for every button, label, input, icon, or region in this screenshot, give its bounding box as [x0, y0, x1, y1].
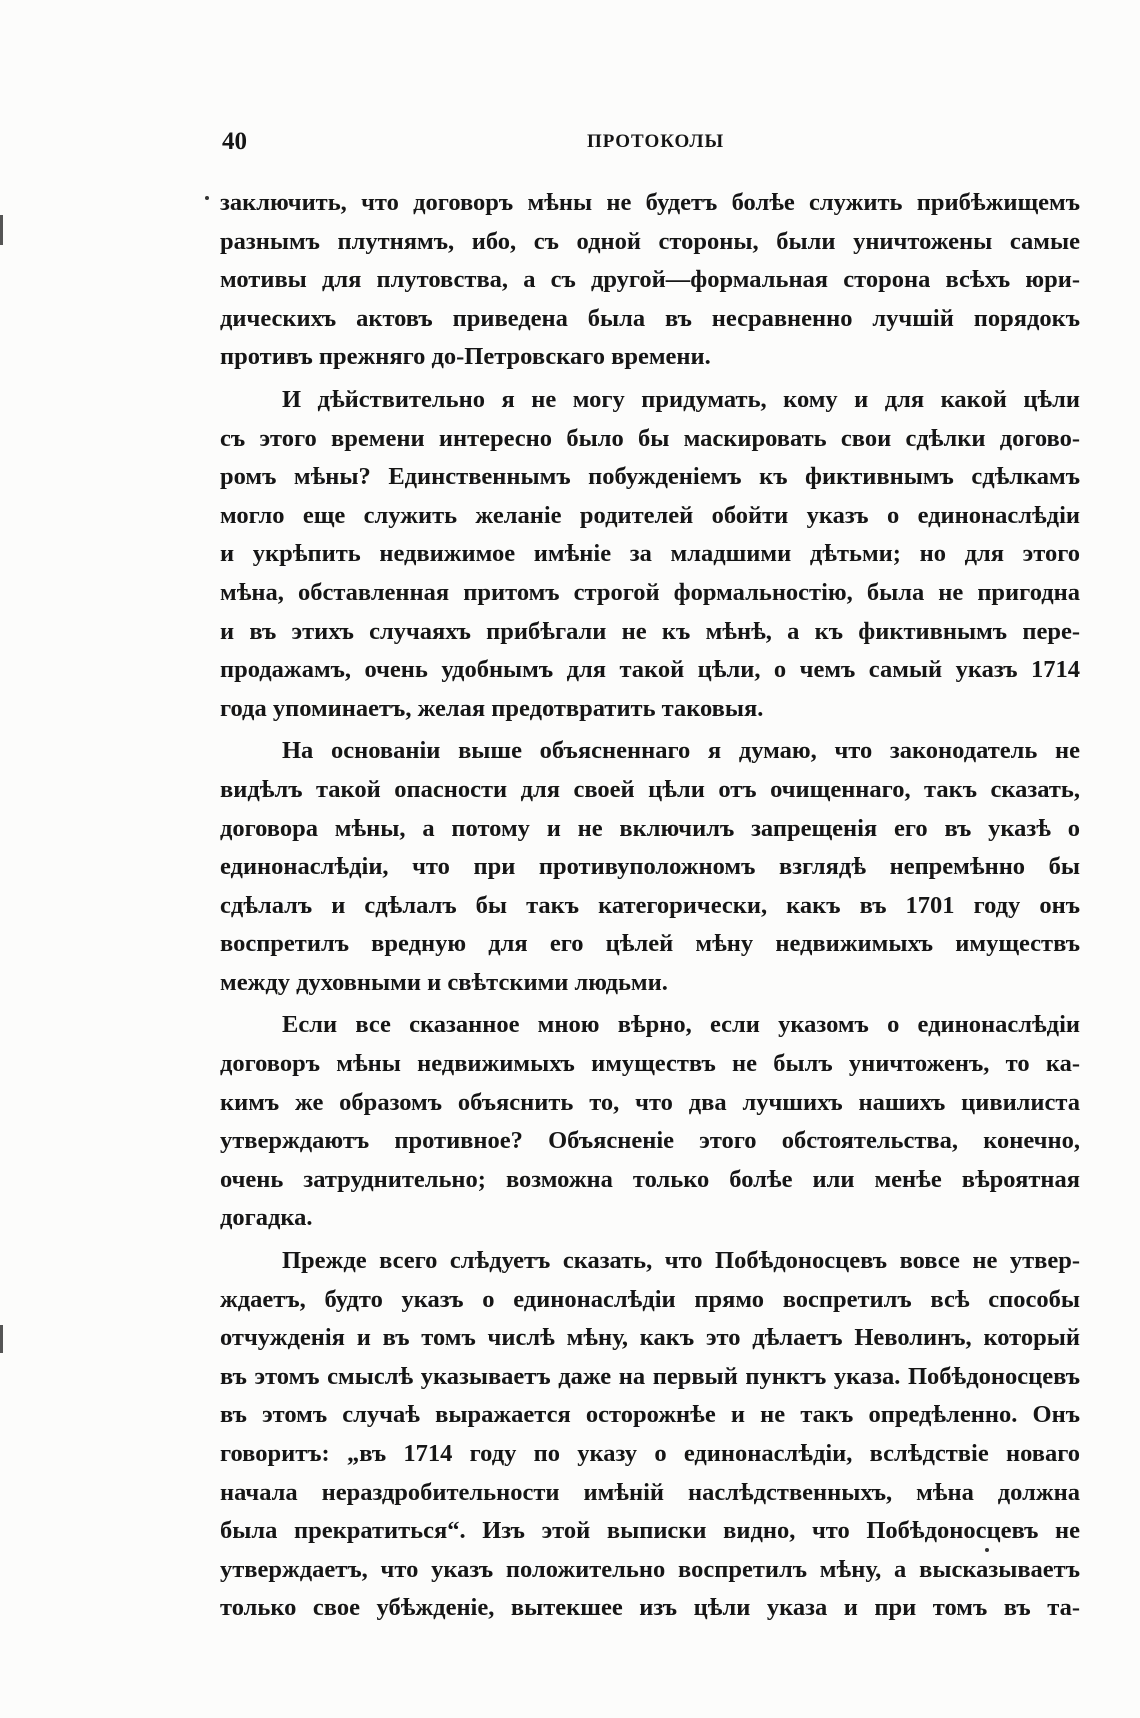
text-line: была прекратиться“. Изъ этой выписки видно, что Побѣдоносцевъ не	[220, 1517, 1080, 1545]
page-header	[222, 128, 1080, 164]
text-line: Если все сказанное мною вѣрно, если указомъ о единонаслѣдіи	[282, 1011, 1080, 1039]
page-body	[220, 184, 1080, 1628]
text-line: единонаслѣдіи, что при противуположномъ взглядѣ непремѣнно бы	[220, 853, 1080, 881]
text-line: отчужденія и въ томъ числѣ мѣну, какъ это дѣлаетъ Неволинъ, который	[220, 1324, 1080, 1352]
text-line: года упоминаетъ, желая предотвратить таковыя.	[220, 694, 764, 722]
text-line: продажамъ, очень удобнымъ для такой цѣли, о чемъ самый указъ 1714	[220, 656, 1080, 684]
text-line: и въ этихъ случаяхъ прибѣгали не къ мѣнѣ, а къ фиктивнымъ пере-	[220, 617, 1080, 645]
text-line: между духовными и свѣтскими людьми.	[220, 968, 668, 996]
text-line: могло еще служить желаніе родителей обойти указъ о единонаслѣдіи	[220, 501, 1080, 529]
text-line: договоръ мѣны недвижимыхъ имуществъ не былъ уничтоженъ, то ка-	[220, 1050, 1080, 1078]
text-line: начала нераздробительности имѣній наслѣдственныхъ, мѣна должна	[220, 1478, 1080, 1506]
paragraph	[220, 381, 1080, 728]
text-line: И дѣйствительно я не могу придумать, кому и для какой цѣли	[282, 385, 1080, 413]
text-line: мотивы для плутовства, а съ другой—формальная сторона всѣхъ юри-	[220, 266, 1080, 294]
scan-edge-mark	[0, 215, 3, 245]
text-line: съ этого времени интересно было бы маскировать свои сдѣлки догово-	[220, 424, 1080, 452]
text-line: заключить, что договоръ мѣны не будетъ болѣе служить прибѣжищемъ	[220, 189, 1080, 216]
text-line: сдѣлалъ и сдѣлалъ бы такъ категорически, какъ въ 1701 году онъ	[220, 891, 1080, 919]
text-line: видѣлъ такой опасности для своей цѣли отъ очищеннаго, такъ сказать,	[220, 775, 1080, 803]
text-line: воспретилъ вредную для его цѣлей мѣну недвижимыхъ имуществъ	[220, 930, 1080, 958]
text-line: говоритъ: „въ 1714 году по указу о единонаслѣдіи, вслѣдствіе новаго	[220, 1440, 1080, 1467]
text-line: мѣна, обставленная притомъ строгой формальностію, была не пригодна	[220, 578, 1080, 606]
text-line: только свое убѣжденіе, вытекшее изъ цѣли указа и при томъ въ та-	[220, 1594, 1080, 1622]
paragraph	[220, 1242, 1080, 1628]
text-line: кимъ же образомъ объяснить то, что два лучшихъ нашихъ цивилиста	[220, 1088, 1080, 1116]
text-line: очень затруднительно; возможна только болѣе или менѣе вѣроятная	[220, 1165, 1080, 1193]
text-line: въ этомъ случаѣ выражается осторожнѣе и не такъ опредѣленно. Онъ	[220, 1401, 1080, 1429]
paragraph	[220, 184, 1080, 377]
text-line: утверждаетъ, что указъ положительно воспретилъ мѣну, а высказываетъ	[220, 1555, 1080, 1583]
text-line: На основаніи выше объясненнаго я думаю, что законодатель не	[282, 737, 1080, 765]
text-line: и укрѣпить недвижимое имѣніе за младшими дѣтьми; но для этого	[220, 540, 1080, 568]
page-number: 40	[222, 128, 247, 155]
margin-dot	[205, 196, 209, 200]
text-line: ромъ мѣны? Единственнымъ побужденіемъ къ фиктивнымъ сдѣлкамъ	[220, 463, 1080, 491]
text-line: договора мѣны, а потому и не включилъ запрещенія его въ указѣ о	[220, 814, 1080, 842]
text-line: догадка.	[220, 1204, 313, 1232]
text-line: ждаетъ, будто указъ о единонаслѣдіи прямо воспретилъ всѣ способы	[220, 1285, 1080, 1313]
text-line: въ этомъ смыслѣ указываетъ даже на первый пунктъ указа. Побѣдоносцевъ	[220, 1362, 1080, 1390]
paragraph	[220, 1006, 1080, 1238]
running-title: ПРОТОКОЛЫ	[587, 131, 725, 152]
text-line: утверждаютъ противное? Объясненіе этого обстоятельства, конечно,	[220, 1127, 1080, 1155]
text-line: разнымъ плутнямъ, ибо, съ одной стороны, были уничтожены самые	[220, 227, 1080, 255]
text-line: противъ прежняго до-Петровскаго времени.	[220, 343, 711, 371]
paragraph	[220, 732, 1080, 1002]
scan-edge-mark	[0, 1325, 3, 1353]
text-line: дическихъ актовъ приведена была въ несравненно лучшій порядокъ	[220, 304, 1080, 332]
text-line: Прежде всего слѣдуетъ сказать, что Побѣдоносцевъ вовсе не утвер-	[282, 1247, 1080, 1275]
